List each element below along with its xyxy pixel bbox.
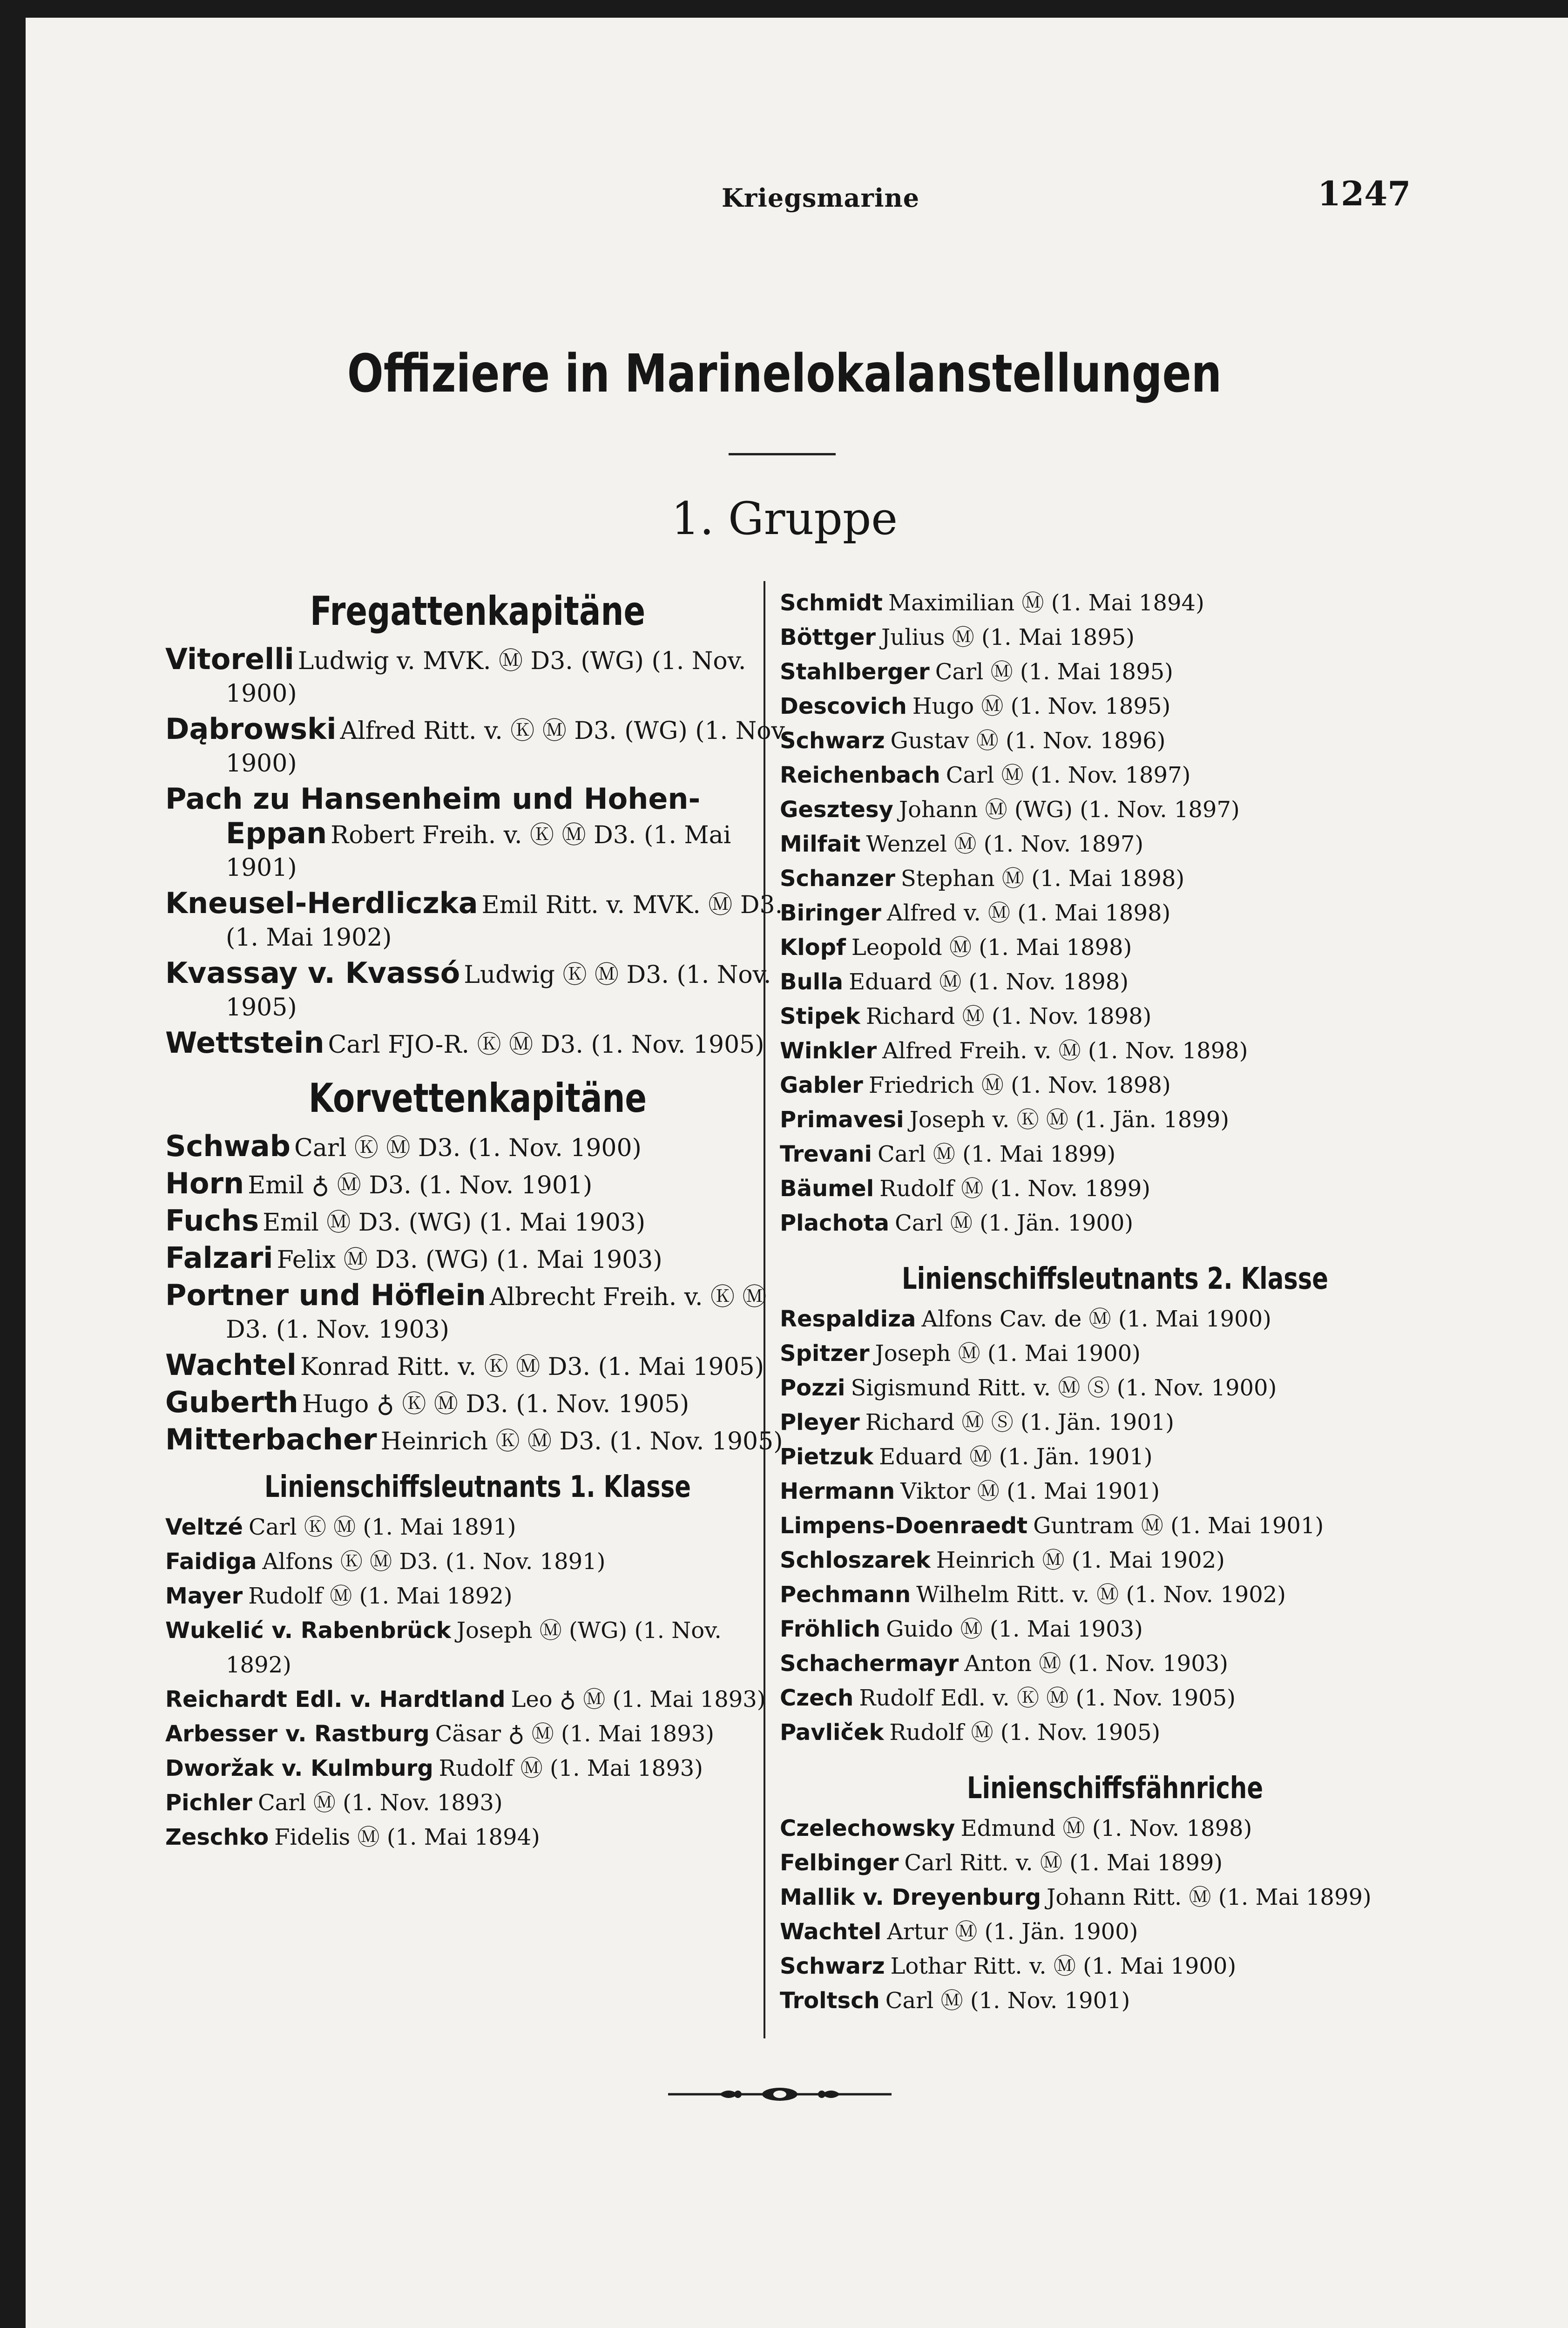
officer-details: Joseph v. Ⓚ Ⓜ (1. Jän. 1899) bbox=[909, 1107, 1230, 1133]
officer-name: Dąbrowski bbox=[165, 712, 337, 746]
list-item bbox=[780, 758, 1450, 792]
page-title: Offiziere in Marinelokalanstellungen bbox=[347, 344, 1222, 404]
officer-details: Rudolf Ⓜ (1. Nov. 1905) bbox=[889, 1719, 1161, 1746]
list-item bbox=[780, 1474, 1450, 1509]
list-item bbox=[780, 1034, 1450, 1068]
officer-details: Rudolf Edl. v. Ⓚ Ⓜ (1. Nov. 1905) bbox=[859, 1685, 1236, 1711]
officer-name: Czelechowsky bbox=[780, 1815, 955, 1841]
officer-name: Schloszarek bbox=[780, 1547, 931, 1573]
officer-name: Fröhlich bbox=[780, 1616, 881, 1642]
officer-details: Felix Ⓜ D3. (WG) (1. Mai 1903) bbox=[277, 1246, 662, 1274]
list-linienschiffsfaehnriche bbox=[780, 1811, 1450, 2018]
list-item bbox=[780, 999, 1450, 1034]
officer-name: Zeschko bbox=[165, 1824, 269, 1850]
officer-name: Kneusel-Herdliczka bbox=[165, 886, 478, 920]
list-item bbox=[780, 1302, 1450, 1336]
list-item bbox=[780, 1371, 1450, 1405]
officer-name: Arbesser v. Rastburg bbox=[165, 1721, 430, 1747]
officer-details: Hugo ♁ Ⓚ Ⓜ D3. (1. Nov. 1905) bbox=[302, 1390, 689, 1418]
officer-details: Lothar Ritt. v. Ⓜ (1. Mai 1900) bbox=[890, 1953, 1237, 1979]
officer-name: Czech bbox=[780, 1685, 854, 1711]
officer-details: Leo ♁ Ⓜ (1. Mai 1893) bbox=[511, 1686, 766, 1712]
officer-details: Edmund Ⓜ (1. Nov. 1898) bbox=[960, 1815, 1252, 1841]
officer-details: Joseph Ⓜ (1. Mai 1900) bbox=[875, 1340, 1141, 1367]
officer-name: Wukelić v. Rabenbrück bbox=[165, 1617, 451, 1644]
list-item bbox=[780, 1612, 1450, 1646]
list-item bbox=[165, 1820, 790, 1854]
officer-name: Portner und Höflein bbox=[165, 1278, 486, 1312]
officer-details: Ludwig v. MVK. Ⓜ D3. (WG) (1. Nov. 1900) bbox=[226, 647, 746, 708]
officer-name: Reichardt Edl. v. Hardtland bbox=[165, 1686, 506, 1712]
group-title: 1. Gruppe bbox=[671, 493, 898, 545]
list-item bbox=[165, 783, 790, 884]
officer-details: Guido Ⓜ (1. Mai 1903) bbox=[886, 1616, 1143, 1642]
officer-name: Wachtel bbox=[780, 1919, 882, 1945]
list-item bbox=[780, 1949, 1450, 1983]
list-item bbox=[165, 957, 790, 1024]
officer-name: Schanzer bbox=[780, 866, 895, 892]
officer-details: Maximilian Ⓜ (1. Mai 1894) bbox=[888, 590, 1204, 616]
officer-name: Faidiga bbox=[165, 1549, 257, 1575]
officer-name: Stipek bbox=[780, 1003, 860, 1029]
list-item bbox=[780, 965, 1450, 999]
list-item bbox=[780, 1509, 1450, 1543]
list-item bbox=[165, 1717, 790, 1751]
section-heading-korvettenkapitaene: Korvettenkapitäne bbox=[308, 1075, 647, 1122]
list-item bbox=[780, 1543, 1450, 1577]
officer-name: Troltsch bbox=[780, 1988, 880, 2014]
list-item bbox=[780, 1846, 1450, 1880]
list-item bbox=[165, 1579, 790, 1613]
list-item bbox=[780, 1336, 1450, 1371]
list-item bbox=[780, 689, 1450, 724]
list-item bbox=[165, 1386, 790, 1421]
list-item bbox=[780, 1103, 1450, 1137]
list-item bbox=[165, 1423, 790, 1458]
running-header: Kriegsmarine bbox=[722, 183, 920, 213]
officer-details: Carl Ritt. v. Ⓜ (1. Mai 1899) bbox=[904, 1850, 1223, 1876]
list-linienschiffsleutnants-1 bbox=[165, 1510, 790, 1854]
list-korvettenkapitaene bbox=[165, 1130, 790, 1458]
officer-name: Dworžak v. Kulmburg bbox=[165, 1755, 433, 1781]
list-linienschiffsleutnants-1-continued bbox=[780, 586, 1450, 1240]
officer-details: Carl Ⓚ Ⓜ (1. Mai 1891) bbox=[248, 1514, 516, 1540]
list-item bbox=[165, 1349, 790, 1383]
officer-name: Pleyer bbox=[780, 1409, 860, 1435]
right-column bbox=[780, 586, 1450, 2018]
officer-details: Alfred Ritt. v. Ⓚ Ⓜ D3. (WG) (1. Nov. 1900) bbox=[226, 717, 790, 778]
officer-details: Richard Ⓜ (1. Nov. 1898) bbox=[865, 1003, 1152, 1029]
list-item bbox=[780, 1440, 1450, 1474]
officer-details: Heinrich Ⓜ (1. Mai 1902) bbox=[936, 1547, 1225, 1573]
section-heading-linienschiffsleutnants-1: Linienschiffsleutnants 1. Klasse bbox=[264, 1470, 691, 1504]
officer-name: Pavliček bbox=[780, 1719, 884, 1746]
list-item bbox=[780, 1646, 1450, 1681]
officer-details: Julius Ⓜ (1. Mai 1895) bbox=[881, 624, 1135, 650]
officer-details: Eduard Ⓜ (1. Jän. 1901) bbox=[879, 1444, 1153, 1470]
section-heading-linienschiffsfaehnriche: Linienschiffsfähnriche bbox=[966, 1771, 1264, 1806]
officer-name: Limpens-Doenraedt bbox=[780, 1513, 1028, 1539]
officer-details: Johann Ⓜ (WG) (1. Nov. 1897) bbox=[899, 797, 1240, 823]
officer-details: Anton Ⓜ (1. Nov. 1903) bbox=[964, 1651, 1229, 1677]
list-item bbox=[780, 1715, 1450, 1750]
officer-name: Horn bbox=[165, 1166, 244, 1200]
list-linienschiffsleutnants-2 bbox=[780, 1302, 1450, 1750]
list-item bbox=[165, 1613, 790, 1682]
officer-details: Guntram Ⓜ (1. Mai 1901) bbox=[1033, 1513, 1324, 1539]
officer-details: Carl Ⓜ (1. Mai 1899) bbox=[878, 1141, 1116, 1167]
officer-name: Bulla bbox=[780, 969, 844, 995]
list-item bbox=[780, 792, 1450, 827]
list-item bbox=[780, 1681, 1450, 1715]
list-item bbox=[165, 643, 790, 710]
list-item bbox=[780, 827, 1450, 861]
officer-name: Pichler bbox=[165, 1790, 252, 1816]
officer-name: Plachota bbox=[780, 1210, 889, 1236]
list-item bbox=[780, 1983, 1450, 2018]
officer-details: Carl Ⓚ Ⓜ D3. (1. Nov. 1900) bbox=[294, 1134, 642, 1162]
officer-details: Gustav Ⓜ (1. Nov. 1896) bbox=[890, 728, 1166, 754]
officer-details: Wilhelm Ritt. v. Ⓜ (1. Nov. 1902) bbox=[916, 1582, 1286, 1608]
officer-name: Pach zu Hansenheim und Hohen-Eppan bbox=[165, 782, 701, 850]
ornament-divider-icon bbox=[668, 2085, 892, 2104]
officer-name: Veltzé bbox=[165, 1514, 243, 1540]
officer-details: Carl Ⓜ (1. Mai 1895) bbox=[935, 659, 1173, 685]
officer-name: Biringer bbox=[780, 900, 881, 926]
list-item bbox=[780, 1068, 1450, 1103]
list-item bbox=[780, 1577, 1450, 1612]
list-item bbox=[780, 1811, 1450, 1846]
officer-details: Albrecht Freih. v. Ⓚ Ⓜ D3. (1. Nov. 1903) bbox=[226, 1283, 767, 1344]
officer-details: Carl FJO-R. Ⓚ Ⓜ D3. (1. Nov. 1905) bbox=[328, 1031, 764, 1059]
list-item bbox=[780, 930, 1450, 965]
officer-name: Schmidt bbox=[780, 590, 883, 616]
officer-name: Falzari bbox=[165, 1241, 273, 1275]
officer-name: Mayer bbox=[165, 1583, 243, 1609]
list-item bbox=[165, 1242, 790, 1276]
officer-name: Respaldiza bbox=[780, 1306, 916, 1332]
officer-details: Alfons Cav. de Ⓜ (1. Mai 1900) bbox=[921, 1306, 1271, 1332]
list-item bbox=[165, 1682, 790, 1717]
list-item bbox=[165, 1027, 790, 1061]
officer-details: Rudolf Ⓜ (1. Mai 1893) bbox=[439, 1755, 703, 1781]
officer-name: Descovich bbox=[780, 693, 907, 719]
list-item bbox=[780, 896, 1450, 930]
officer-details: Heinrich Ⓚ Ⓜ D3. (1. Nov. 1905) bbox=[380, 1428, 783, 1455]
officer-name: Gesztesy bbox=[780, 797, 893, 823]
officer-details: Hugo Ⓜ (1. Nov. 1895) bbox=[912, 693, 1171, 719]
officer-details: Richard Ⓜ Ⓢ (1. Jän. 1901) bbox=[865, 1409, 1175, 1435]
officer-name: Fuchs bbox=[165, 1204, 259, 1238]
officer-name: Hermann bbox=[780, 1478, 895, 1504]
officer-name: Felbinger bbox=[780, 1850, 899, 1876]
officer-details: Alfred Freih. v. Ⓜ (1. Nov. 1898) bbox=[882, 1038, 1248, 1064]
list-item bbox=[165, 1167, 790, 1202]
officer-details: Eduard Ⓜ (1. Nov. 1898) bbox=[849, 969, 1129, 995]
title-rule bbox=[729, 453, 836, 455]
list-item bbox=[165, 1130, 790, 1164]
list-item bbox=[165, 1510, 790, 1544]
officer-details: Joseph Ⓜ (WG) (1. Nov. 1892) bbox=[226, 1617, 722, 1678]
officer-name: Winkler bbox=[780, 1038, 877, 1064]
officer-details: Stephan Ⓜ (1. Mai 1898) bbox=[900, 866, 1185, 892]
officer-details: Viktor Ⓜ (1. Mai 1901) bbox=[900, 1478, 1160, 1504]
list-item bbox=[780, 586, 1450, 620]
list-item bbox=[780, 1137, 1450, 1171]
officer-details: Artur Ⓜ (1. Jän. 1900) bbox=[887, 1919, 1138, 1945]
list-item bbox=[165, 887, 790, 954]
officer-name: Pechmann bbox=[780, 1582, 911, 1608]
officer-name: Reichenbach bbox=[780, 762, 940, 788]
list-item bbox=[780, 1915, 1450, 1949]
officer-details: Ludwig Ⓚ Ⓜ D3. (1. Nov. 1905) bbox=[226, 961, 771, 1022]
officer-name: Milfait bbox=[780, 831, 861, 857]
officer-name: Schwarz bbox=[780, 728, 885, 754]
officer-name: Stahlberger bbox=[780, 659, 930, 685]
officer-name: Mitterbacher bbox=[165, 1422, 377, 1456]
officer-details: Friedrich Ⓜ (1. Nov. 1898) bbox=[868, 1072, 1171, 1098]
officer-details: Emil Ⓜ D3. (WG) (1. Mai 1903) bbox=[263, 1209, 646, 1237]
officer-name: Bäumel bbox=[780, 1176, 874, 1202]
officer-details: Carl Ⓜ (1. Nov. 1897) bbox=[946, 762, 1191, 788]
officer-details: Rudolf Ⓜ (1. Nov. 1899) bbox=[879, 1176, 1150, 1202]
officer-name: Pietzuk bbox=[780, 1444, 874, 1470]
list-item bbox=[165, 1544, 790, 1579]
officer-name: Klopf bbox=[780, 934, 846, 961]
list-item bbox=[165, 1205, 790, 1239]
list-item bbox=[780, 1880, 1450, 1915]
page-number: 1247 bbox=[1318, 174, 1411, 213]
officer-name: Schachermayr bbox=[780, 1651, 959, 1677]
officer-details: Cäsar ♁ Ⓜ (1. Mai 1893) bbox=[435, 1721, 715, 1747]
officer-details: Emil ♁ Ⓜ D3. (1. Nov. 1901) bbox=[248, 1171, 593, 1199]
officer-name: Pozzi bbox=[780, 1375, 845, 1401]
list-item bbox=[780, 861, 1450, 896]
officer-name: Wettstein bbox=[165, 1026, 324, 1060]
list-item bbox=[165, 713, 790, 780]
list-item bbox=[780, 724, 1450, 758]
list-item bbox=[780, 620, 1450, 655]
officer-details: Rudolf Ⓜ (1. Mai 1892) bbox=[248, 1583, 513, 1609]
officer-name: Spitzer bbox=[780, 1340, 870, 1367]
list-item bbox=[165, 1786, 790, 1820]
section-heading-fregattenkapitaene: Fregattenkapitäne bbox=[310, 588, 646, 635]
list-item bbox=[165, 1279, 790, 1346]
officer-details: Alfred v. Ⓜ (1. Mai 1898) bbox=[886, 900, 1171, 926]
officer-name: Wachtel bbox=[165, 1348, 297, 1382]
list-fregattenkapitaene bbox=[165, 643, 790, 1061]
officer-name: Vitorelli bbox=[165, 642, 294, 676]
officer-details: Alfons Ⓚ Ⓜ D3. (1. Nov. 1891) bbox=[262, 1549, 606, 1575]
officer-name: Guberth bbox=[165, 1385, 298, 1419]
book-page bbox=[26, 18, 1568, 2328]
officer-details: Fidelis Ⓜ (1. Mai 1894) bbox=[274, 1824, 540, 1850]
officer-name: Schwab bbox=[165, 1129, 291, 1163]
officer-name: Primavesi bbox=[780, 1107, 904, 1133]
officer-name: Kvassay v. Kvassó bbox=[165, 956, 460, 990]
section-heading-linienschiffsleutnants-2: Linienschiffsleutnants 2. Klasse bbox=[902, 1262, 1328, 1296]
list-item bbox=[780, 1171, 1450, 1206]
list-item bbox=[780, 655, 1450, 689]
officer-details: Carl Ⓜ (1. Nov. 1893) bbox=[257, 1790, 503, 1816]
left-column bbox=[165, 588, 790, 1854]
officer-details: Wenzel Ⓜ (1. Nov. 1897) bbox=[866, 831, 1144, 857]
officer-details: Robert Freih. v. Ⓚ Ⓜ D3. (1. Mai 1901) bbox=[226, 821, 731, 882]
list-item bbox=[165, 1751, 790, 1786]
officer-details: Carl Ⓜ (1. Jän. 1900) bbox=[894, 1210, 1134, 1236]
officer-details: Konrad Ritt. v. Ⓚ Ⓜ D3. (1. Mai 1905) bbox=[300, 1353, 764, 1381]
officer-details: Leopold Ⓜ (1. Mai 1898) bbox=[851, 934, 1132, 961]
list-item bbox=[780, 1206, 1450, 1240]
officer-details: Emil Ritt. v. MVK. Ⓜ D3. (1. Mai 1902) bbox=[226, 891, 783, 952]
list-item bbox=[780, 1405, 1450, 1440]
officer-name: Böttger bbox=[780, 624, 876, 650]
officer-name: Mallik v. Dreyenburg bbox=[780, 1884, 1041, 1910]
officer-name: Gabler bbox=[780, 1072, 863, 1098]
officer-details: Carl Ⓜ (1. Nov. 1901) bbox=[885, 1988, 1130, 2014]
officer-name: Schwarz bbox=[780, 1953, 885, 1979]
officer-details: Johann Ritt. Ⓜ (1. Mai 1899) bbox=[1047, 1884, 1372, 1910]
officer-details: Sigismund Ritt. v. Ⓜ Ⓢ (1. Nov. 1900) bbox=[851, 1375, 1277, 1401]
officer-name: Trevani bbox=[780, 1141, 872, 1167]
